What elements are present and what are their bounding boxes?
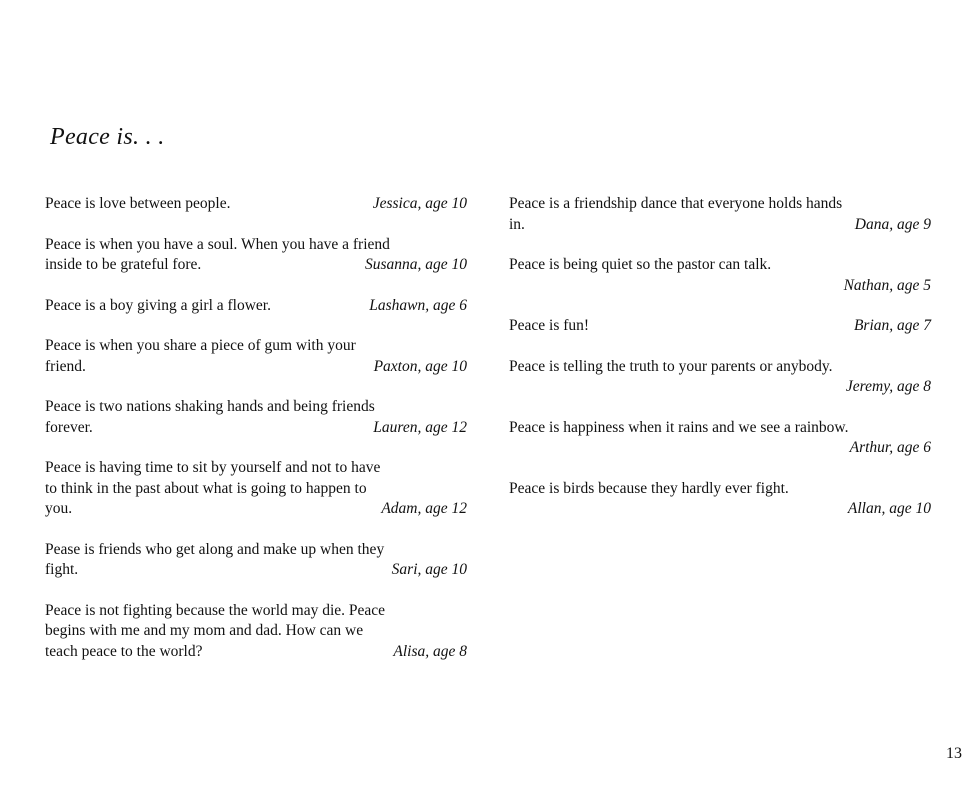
quote-line — [509, 418, 931, 439]
quote-author: Dana, age 9 — [854, 215, 931, 233]
quote-line — [45, 418, 467, 439]
quote-line — [45, 235, 467, 256]
quote-line — [45, 499, 467, 520]
quote-text: in. — [509, 215, 525, 233]
quote-line — [45, 601, 467, 622]
quote-author: Allan, age 10 — [847, 500, 931, 517]
quote-text: Peace is a friendship dance that everyone holds hands — [509, 195, 843, 212]
quote-line — [45, 479, 467, 500]
quote-text: inside to be grateful fore. — [45, 256, 202, 273]
quote-entry — [45, 296, 467, 317]
quote-line — [45, 540, 467, 561]
quote-text: Peace is not fighting because the world may die. Peace — [45, 601, 386, 619]
right-column — [509, 194, 931, 540]
quote-text: Peace is a boy giving a girl a flower. — [45, 296, 271, 314]
quote-text: Peace is happiness when it rains and we see a rainbow. — [509, 418, 849, 436]
quote-author: Jeremy, age 8 — [845, 378, 931, 395]
quote-text: forever. — [45, 418, 93, 436]
quote-line — [45, 296, 467, 317]
quote-text: Peace is having time to sit by yourself and not to have — [45, 459, 381, 476]
quote-line — [45, 357, 467, 378]
quote-entry — [509, 479, 931, 520]
quote-line — [509, 194, 931, 215]
quote-text: Peace is when you have a soul. When you have a friend — [45, 235, 390, 253]
quote-line — [45, 642, 467, 663]
quote-line — [509, 316, 931, 337]
quote-line — [45, 194, 467, 215]
quote-line — [509, 479, 931, 500]
quote-line — [45, 621, 467, 642]
quote-text: Pease is friends who get along and make up when they — [45, 540, 385, 558]
quote-text: to think in the past about what is going to happen to — [45, 479, 367, 497]
page-title: Peace is. . . — [50, 124, 165, 150]
quote-text: Peace is fun! — [509, 317, 590, 334]
quote-entry — [509, 418, 931, 459]
quote-author: Lashawn, age 6 — [369, 296, 467, 314]
quote-text: Peace is telling the truth to your parents or anybody. — [509, 357, 833, 375]
quote-entry — [45, 540, 467, 581]
quote-text: Peace is two nations shaking hands and being friends — [45, 398, 375, 415]
quote-entry — [45, 458, 467, 520]
quote-line — [45, 255, 467, 276]
quote-text: fight. — [45, 561, 79, 578]
quote-text: Peace is being quiet so the pastor can talk. — [509, 256, 772, 273]
quote-author: Arthur, age 6 — [849, 439, 931, 456]
quote-entry — [509, 316, 931, 337]
quote-line — [509, 357, 931, 378]
quote-author: Adam, age 12 — [381, 500, 467, 517]
quote-text: friend. — [45, 357, 86, 375]
quote-entry — [509, 255, 931, 296]
quote-line — [45, 336, 467, 357]
left-column — [45, 194, 467, 682]
quote-entry — [45, 235, 467, 276]
quote-author: Jessica, age 10 — [372, 195, 467, 212]
quote-line — [509, 255, 931, 276]
quote-text: teach peace to the world? — [45, 642, 203, 660]
quote-text: begins with me and my mom and dad. How can we — [45, 622, 364, 639]
quote-author: Paxton, age 10 — [373, 357, 467, 375]
quote-text: Peace is love between people. — [45, 195, 231, 212]
quote-entry — [509, 194, 931, 235]
quote-author: Brian, age 7 — [853, 317, 931, 334]
quote-entry — [45, 194, 467, 215]
quote-author: Nathan, age 5 — [843, 276, 931, 294]
quote-text: Peace is when you share a piece of gum with your — [45, 337, 356, 354]
quote-author: Alisa, age 8 — [393, 642, 467, 660]
quote-text: you. — [45, 500, 73, 517]
page-number: 13 — [946, 745, 962, 762]
quote-line — [45, 458, 467, 479]
quote-author: Susanna, age 10 — [364, 256, 467, 273]
quote-line — [509, 215, 931, 236]
quote-line — [45, 560, 467, 581]
quote-author: Lauren, age 12 — [373, 418, 467, 436]
quote-entry — [45, 336, 467, 377]
quote-entry — [45, 397, 467, 438]
quote-entry — [509, 357, 931, 398]
quote-line — [45, 397, 467, 418]
quote-entry — [45, 601, 467, 663]
quote-author: Sari, age 10 — [391, 561, 467, 578]
quote-text: Peace is birds because they hardly ever fight. — [509, 479, 789, 497]
